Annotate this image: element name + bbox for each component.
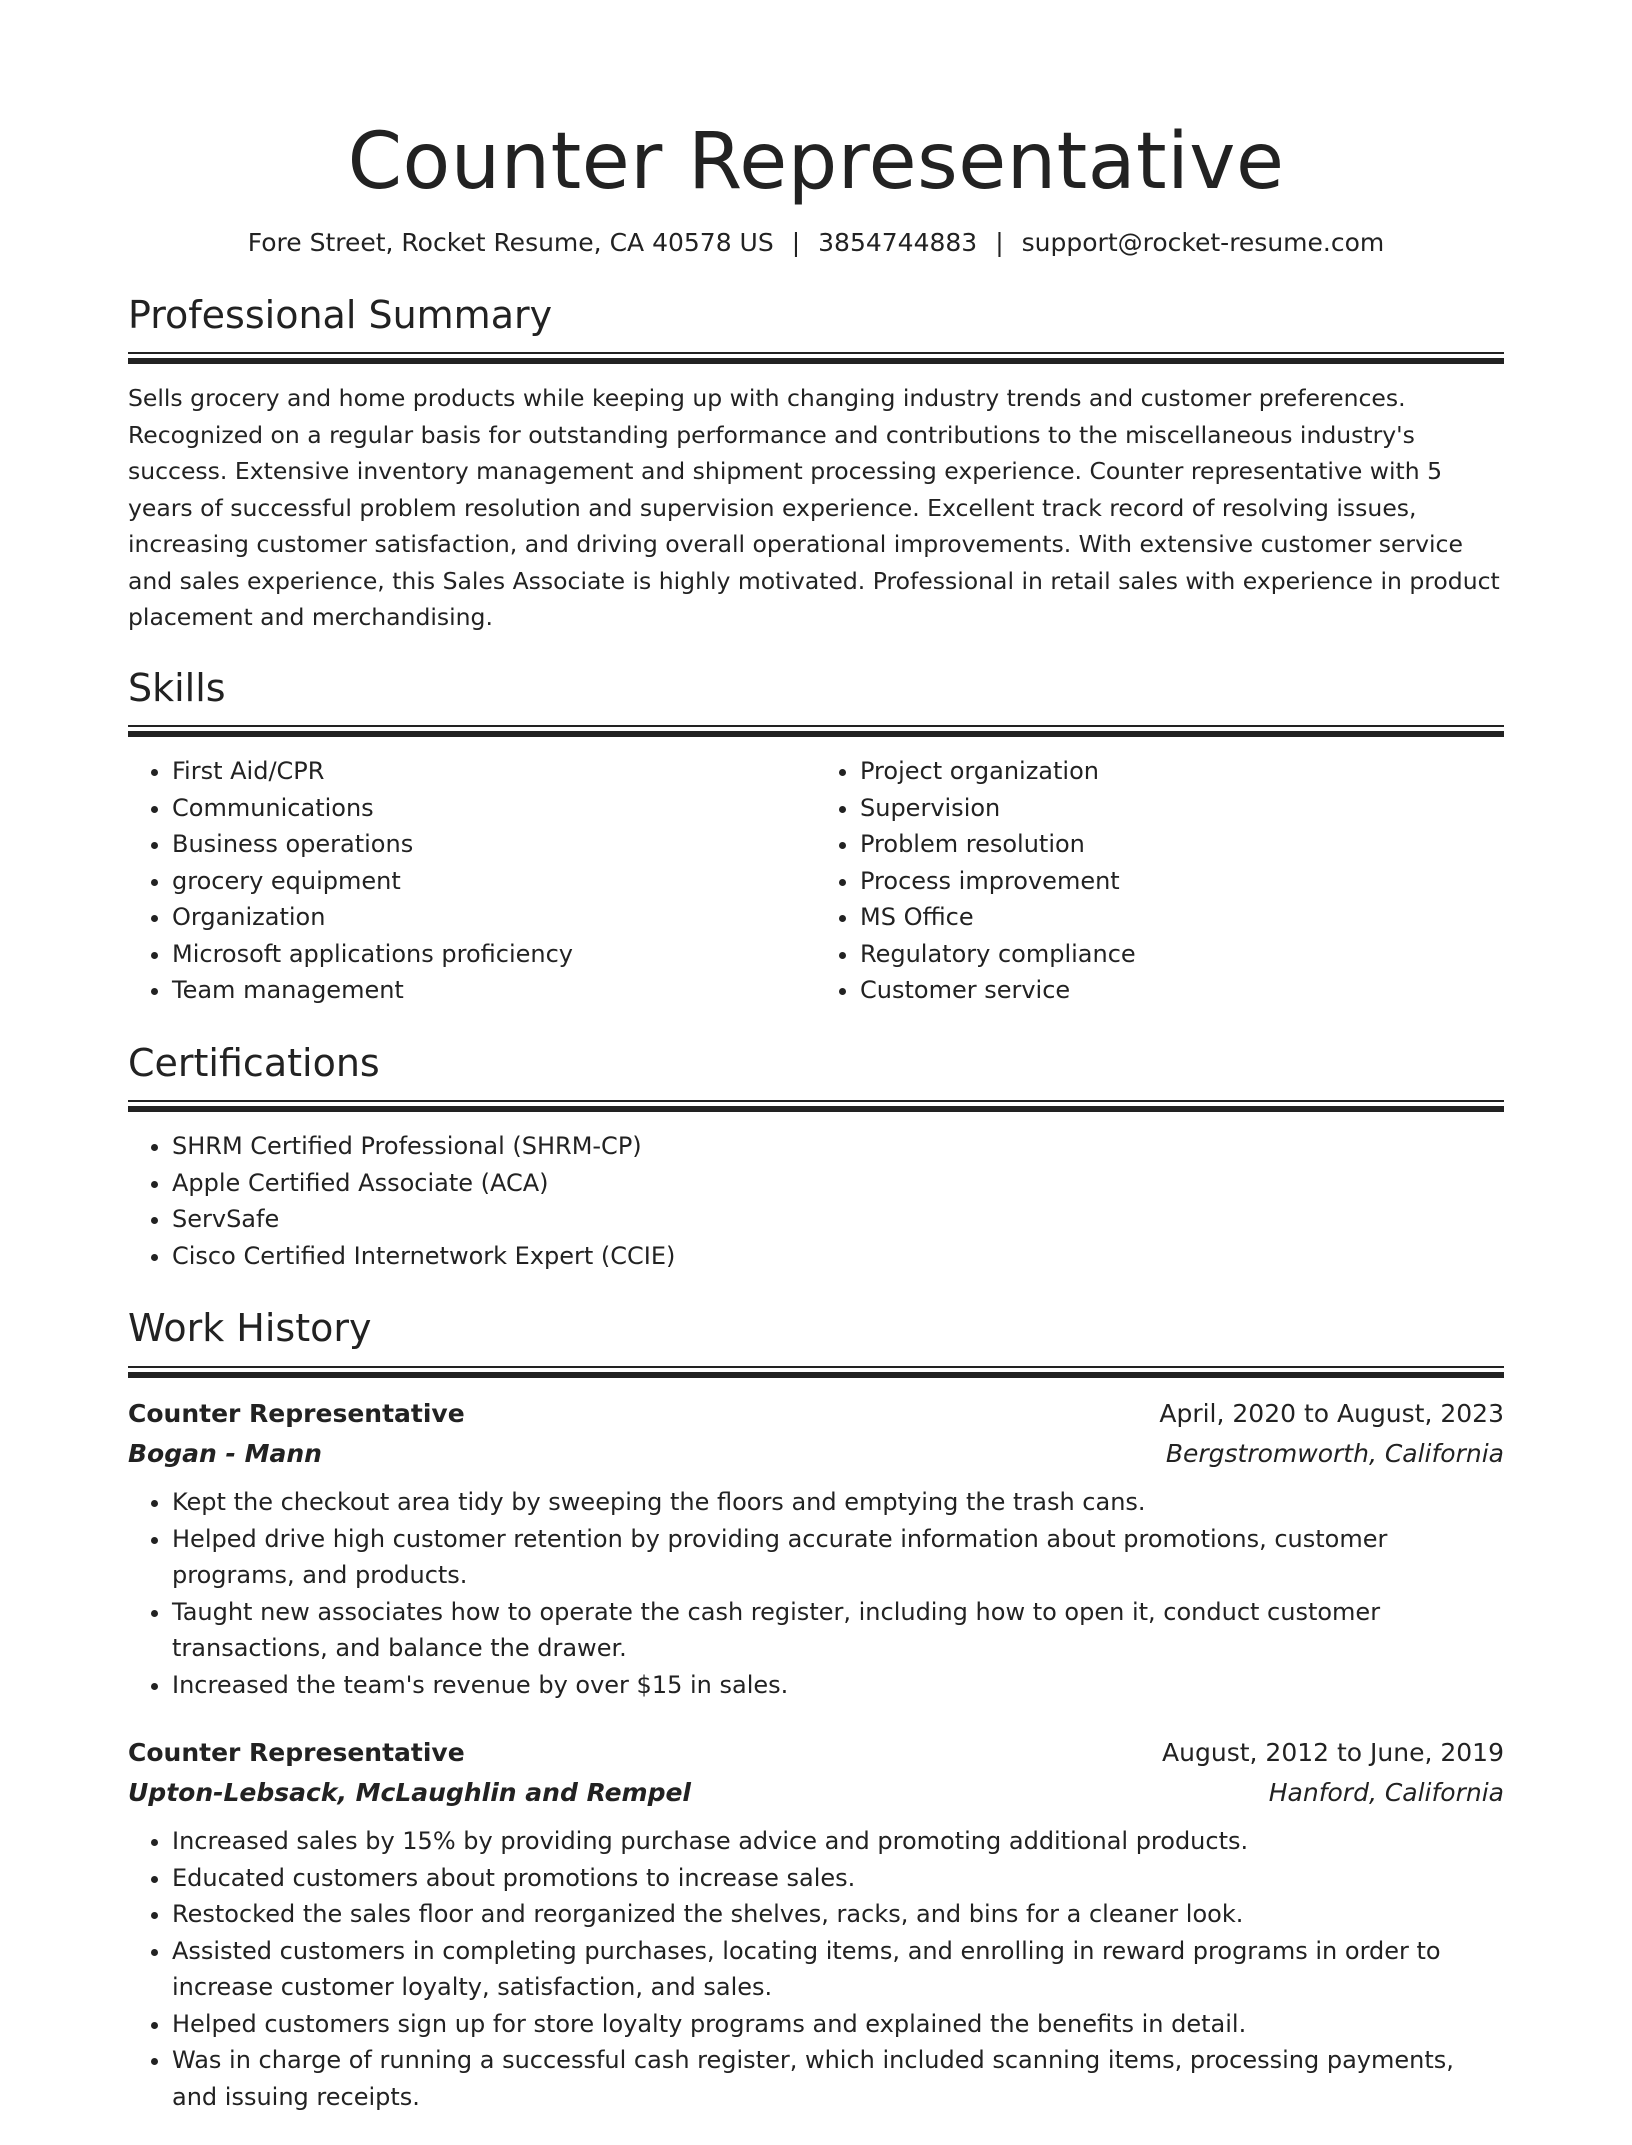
list-item: • First Aid/CPR — [172, 753, 816, 790]
list-item: • Supervision — [860, 790, 1504, 827]
work-history-section — [128, 1306, 1504, 2115]
job-bullets — [128, 1484, 1504, 1703]
section-title: Skills — [128, 665, 226, 710]
list-item: • Problem resolution — [860, 826, 1504, 863]
section-title: Work History — [128, 1306, 372, 1351]
summary-text: Sells grocery and home products while keeping up with changing industry trends and customer preferences. Recognized on a regular basis for outstanding performance and contributions to the miscellaneous industry's success. Extensive inventory management and shipment processing experience. Counter representative with 5 years of successful problem resolution and supervision experience. Excellent track record of resolving issues, increasing customer satisfaction, and driving overall operational improvements. With extensive customer service and sales experience, this Sales Associate is highly motivated. Professional in retail sales with experience in product placement and merchandising. — [128, 384, 1500, 632]
list-item: • Project organization — [860, 753, 1504, 790]
job-title-row — [128, 1733, 1504, 1773]
job-location: Hanford, California — [1268, 1778, 1504, 1808]
job-company-row — [128, 1434, 1504, 1474]
list-item: • Increased the team's revenue by over $15 in sales. — [172, 1667, 1504, 1704]
list-item: • Regulatory compliance — [860, 936, 1504, 973]
section-title: Certifications — [128, 1040, 380, 1085]
list-item: • Helped drive high customer retention by providing accurate information about promotions, customer programs, and products. — [172, 1521, 1504, 1594]
certifications-list — [128, 1128, 1504, 1274]
section-divider — [128, 1100, 1504, 1112]
list-item: • Cisco Certified Internetwork Expert (CCIE) — [172, 1238, 1504, 1275]
list-item: • Helped customers sign up for store loyalty programs and explained the benefits in detail. — [172, 2006, 1504, 2043]
summary-section — [128, 293, 1504, 636]
list-item: • Taught new associates how to operate the cash register, including how to open it, conduct customer transactions, and balance the drawer. — [172, 1594, 1504, 1667]
contact-separator: | — [995, 227, 1004, 257]
job-entry — [128, 1733, 1504, 2115]
section-divider — [128, 1366, 1504, 1378]
certifications-section — [128, 1041, 1504, 1275]
contact-address: Fore Street, Rocket Resume, CA 40578 US — [247, 227, 774, 257]
job-company: Upton-Lebsack, McLaughlin and Rempel — [128, 1778, 692, 1808]
list-item: • Restocked the sales floor and reorganized the shelves, racks, and bins for a cleaner look. — [172, 1896, 1504, 1933]
skills-grid — [128, 753, 1504, 1009]
list-item: • grocery equipment — [172, 863, 816, 900]
job-location: Bergstromworth, California — [1165, 1439, 1504, 1469]
resume-name: Counter Representative — [347, 117, 1285, 207]
jobs-list — [128, 1394, 1504, 2115]
job-company: Bogan - Mann — [128, 1439, 322, 1469]
section-divider — [128, 352, 1504, 364]
list-item: • Process improvement — [860, 863, 1504, 900]
resume-page — [128, 0, 1504, 2145]
contact-line — [128, 228, 1504, 257]
list-item: • SHRM Certified Professional (SHRM-CP) — [172, 1128, 1504, 1165]
job-bullets — [128, 1823, 1504, 2115]
list-item: • Was in charge of running a successful cash register, which included scanning items, processing payments, and issuing receipts. — [172, 2042, 1504, 2115]
list-item: • Team management — [172, 972, 816, 1009]
contact-separator: | — [791, 227, 801, 257]
list-item: • Microsoft applications proficiency — [172, 936, 816, 973]
list-item: • Customer service — [860, 972, 1504, 1009]
skills-list-right — [816, 753, 1504, 1009]
list-item: • ServSafe — [172, 1201, 1504, 1238]
job-title: Counter Representative — [128, 1738, 465, 1768]
section-title: Professional Summary — [128, 292, 553, 337]
contact-email: support@rocket-resume.com — [1021, 227, 1385, 257]
skills-list-left — [128, 753, 816, 1009]
job-entry — [128, 1394, 1504, 1703]
list-item: • Organization — [172, 899, 816, 936]
section-divider — [128, 725, 1504, 737]
list-item: • Educated customers about promotions to increase sales. — [172, 1860, 1504, 1897]
list-item: • Communications — [172, 790, 816, 827]
list-item: • Increased sales by 15% by providing purchase advice and promoting additional products. — [172, 1823, 1504, 1860]
job-dates: August, 2012 to June, 2019 — [1162, 1738, 1504, 1768]
list-item: • Business operations — [172, 826, 816, 863]
skills-section — [128, 666, 1504, 1009]
job-title-row — [128, 1394, 1504, 1434]
job-company-row — [128, 1773, 1504, 1813]
contact-phone: 3854744883 — [818, 227, 978, 257]
job-title: Counter Representative — [128, 1399, 465, 1429]
list-item: • Apple Certified Associate (ACA) — [172, 1165, 1504, 1202]
list-item: • MS Office — [860, 899, 1504, 936]
list-item: • Kept the checkout area tidy by sweeping the floors and emptying the trash cans. — [172, 1484, 1504, 1521]
job-dates: April, 2020 to August, 2023 — [1159, 1399, 1504, 1429]
list-item: • Assisted customers in completing purchases, locating items, and enrolling in reward programs in order to increase customer loyalty, satisfaction, and sales. — [172, 1933, 1504, 2006]
